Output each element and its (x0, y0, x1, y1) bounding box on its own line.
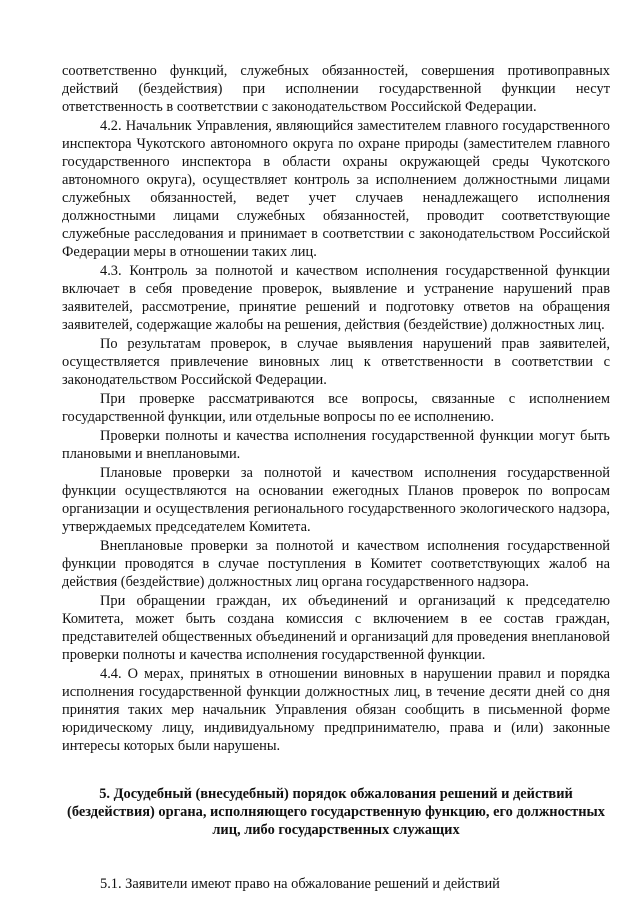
paragraph-5-1: 5.1. Заявители имеют право на обжалование решений и действий (100, 876, 500, 892)
paragraph-planned-inspections: Плановые проверки за полнотой и качеством исполнения государственной функции осуществляются на основании ежегодных Планов проверок по вопросам организации и осуществления регионального государственного экологического надзора, утверждаемых председателем Комитета. (62, 465, 610, 535)
paragraph-4-2: 4.2. Начальник Управления, являющийся заместителем главного государственного инспектора Чукотского автономного округа по охране природы (заместителем главного государственного инспектора в области охраны окружающей среды Чукотского автономного округа), осуществляет контроль за исполнением должностными лицами служебных обязанностей, ведет учет случаев ненадлежащего исполнения должностными лицами служебных обязанностей, проводит соответствующие служебные расследования и принимает в соответствии с законодательством Российской Федерации меры в отношении таких лиц. (62, 118, 610, 260)
paragraph-4-4: 4.4. О мерах, принятых в отношении виновных в нарушении правил и порядка исполнения государственной функции должностных лиц, в течение десяти дней со дня принятия таких мер начальник Управления обязан сообщить в письменной форме юридическому лицу, индивидуальному предпринимателю, права и (или) законные интересы которых были нарушены. (62, 666, 610, 754)
document-page (62, 62, 610, 893)
paragraph-inspection-types: Проверки полноты и качества исполнения государственной функции могут быть плановыми и внеплановыми. (62, 428, 610, 462)
section-heading: 5. Досудебный (внесудебный) порядок обжалования решений и действий (бездействия) органа, исполняющего государственную функцию, его должностных лиц, либо государственных служащих (67, 786, 605, 838)
paragraph-inspection-scope: При проверке рассматриваются все вопросы, связанные с исполнением государственной функции, или отдельные вопросы по ее исполнению. (62, 391, 610, 425)
paragraph-results: По результатам проверок, в случае выявления нарушений прав заявителей, осуществляется привлечение виновных лиц к ответственности в соответствии с законодательством Российской Федерации. (62, 336, 610, 388)
paragraph-unplanned-inspections: Внеплановые проверки за полнотой и качеством исполнения государственной функции проводятся в случае поступления в Комитет соответствующих жалоб на действия (бездействие) должностных лиц органа государственного надзора. (62, 538, 610, 590)
paragraph-continuation: соответственно функций, служебных обязанностей, совершения противоправных действий (бездействия) при исполнении государственной функции несут ответственность в соответствии с законодательством Российской Федерации. (62, 63, 610, 115)
paragraph-4-3: 4.3. Контроль за полнотой и качеством исполнения государственной функции включает в себя проведение проверок, выявление и устранение нарушений прав заявителей, рассмотрение, принятие решений и подготовку ответов на обращения заявителей, содержащие жалобы на решения, действия (бездействие) должностных лиц. (62, 263, 610, 333)
paragraph-commission: При обращении граждан, их объединений и организаций к председателю Комитета, может быть создана комиссия с включением в ее состав граждан, представителей общественных объединений и организаций для проведения внеплановой проверки полноты и качества исполнения государственной функции. (62, 593, 610, 663)
